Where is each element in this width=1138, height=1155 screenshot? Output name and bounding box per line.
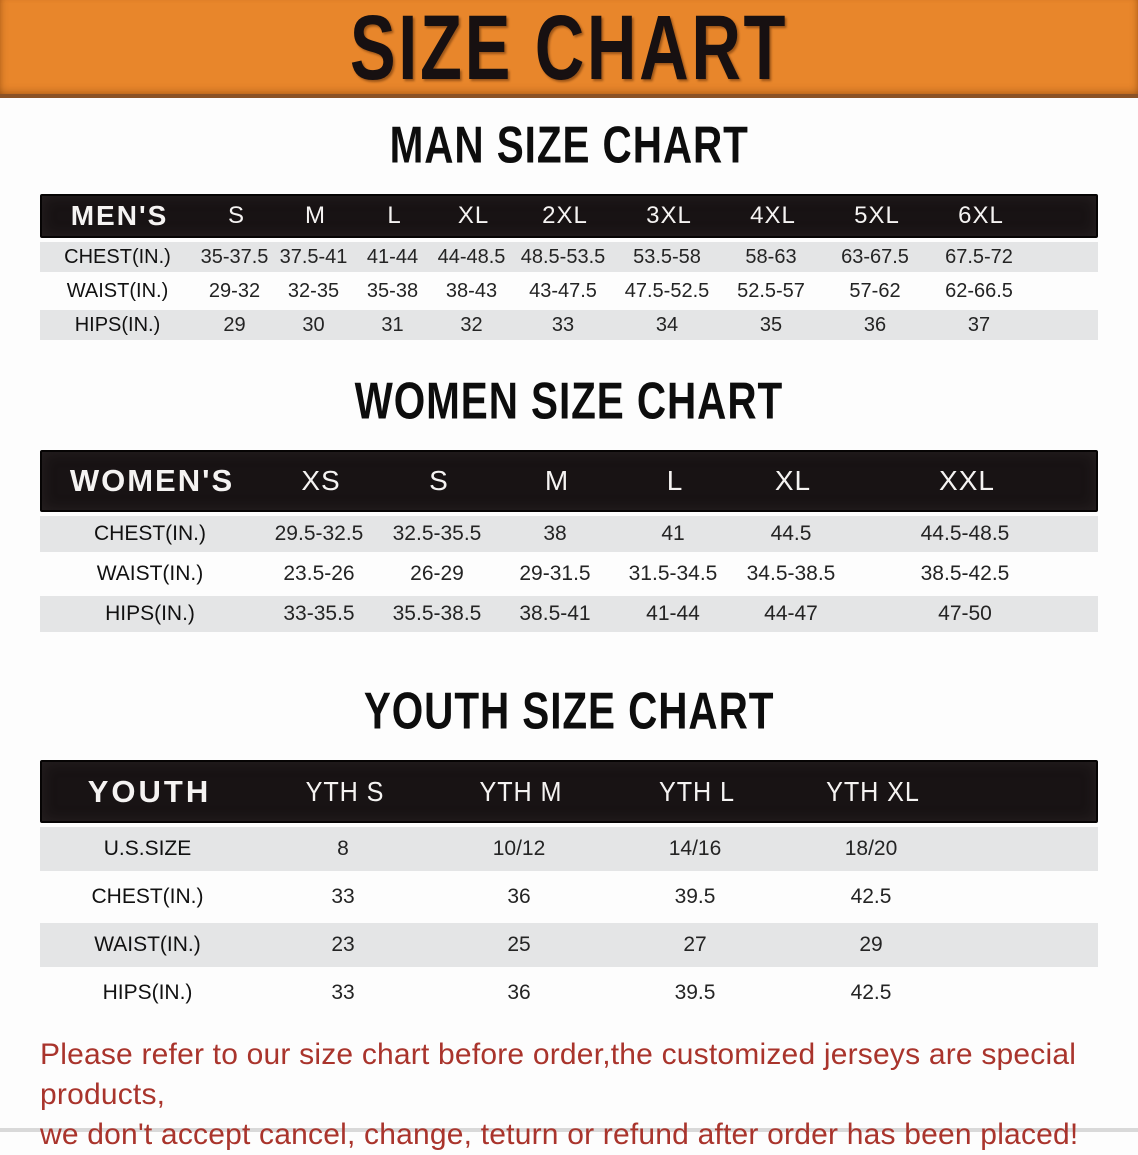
size-value: 29 xyxy=(859,933,883,956)
size-value: 41-44 xyxy=(366,245,419,268)
size-value: 48.5-53.5 xyxy=(520,245,606,268)
size-chart-section xyxy=(0,116,1138,340)
table-row xyxy=(40,556,1098,592)
size-value: 30 xyxy=(302,313,325,336)
size-value: 35-38 xyxy=(366,279,419,302)
size-value: 38 xyxy=(543,522,567,545)
column-header: L xyxy=(666,465,684,496)
section-heading-text: WOMEN SIZE CHART xyxy=(354,372,784,431)
size-value: 35-37.5 xyxy=(200,245,269,268)
size-value: 47-50 xyxy=(938,602,992,625)
table-row xyxy=(40,827,1098,871)
table-row xyxy=(40,310,1098,340)
size-value: 41 xyxy=(661,522,685,545)
size-value: 57-62 xyxy=(849,279,901,302)
column-header: XL xyxy=(457,202,490,229)
size-chart-sections xyxy=(0,116,1138,1015)
section-heading xyxy=(0,682,1138,741)
size-value: 8 xyxy=(337,837,349,860)
size-value: 42.5 xyxy=(850,885,892,908)
column-header: XXL xyxy=(939,465,995,496)
size-value: 32.5-35.5 xyxy=(392,522,482,545)
table-header-row xyxy=(40,194,1098,238)
size-value: 44.5-48.5 xyxy=(920,522,1010,545)
size-value: 18/20 xyxy=(844,837,898,860)
column-header: YTH S xyxy=(305,775,385,807)
column-header: S xyxy=(429,465,449,496)
column-header: 5XL xyxy=(854,202,900,229)
banner-title: SIZE CHART xyxy=(349,0,789,99)
column-header: YTH L xyxy=(659,775,735,807)
table-corner-label: YOUTH xyxy=(87,773,212,809)
row-label: CHEST(IN.) xyxy=(91,885,204,908)
size-value: 38.5-41 xyxy=(519,602,591,625)
size-table xyxy=(40,760,1098,1015)
table-corner-label: WOMEN'S xyxy=(69,463,235,498)
size-value: 42.5 xyxy=(850,981,892,1004)
size-chart-section xyxy=(0,372,1138,632)
size-value: 25 xyxy=(507,933,531,956)
column-header: M xyxy=(544,465,570,496)
size-value: 52.5-57 xyxy=(737,279,805,302)
table-header-row xyxy=(40,760,1098,823)
column-header: XL xyxy=(774,465,812,496)
size-value: 41-44 xyxy=(646,602,700,625)
size-value: 34 xyxy=(655,313,679,336)
size-value: 35.5-38.5 xyxy=(392,602,482,625)
size-value: 34.5-38.5 xyxy=(746,562,836,585)
size-value: 47.5-52.5 xyxy=(624,279,710,302)
disclaimer-line-2: we don't accept cancel, change, teturn or refund after order has been placed! xyxy=(40,1118,1079,1151)
size-value: 63-67.5 xyxy=(841,245,909,268)
column-header: 4XL xyxy=(750,202,796,229)
size-value: 62-66.5 xyxy=(945,279,1013,302)
size-value: 67.5-72 xyxy=(945,245,1013,268)
column-header: 3XL xyxy=(646,202,692,229)
table-corner-label: MEN'S xyxy=(70,200,169,231)
column-header: M xyxy=(305,202,326,229)
size-value: 44.5 xyxy=(770,522,812,545)
size-value: 29 xyxy=(223,313,246,336)
size-value: 23 xyxy=(331,933,355,956)
row-label: HIPS(IN.) xyxy=(105,602,195,625)
row-label: HIPS(IN.) xyxy=(74,313,161,336)
size-value: 29-31.5 xyxy=(519,562,591,585)
table-row xyxy=(40,596,1098,632)
size-value: 39.5 xyxy=(674,981,716,1004)
size-value: 32-35 xyxy=(287,279,340,302)
size-value: 27 xyxy=(683,933,707,956)
size-value: 31.5-34.5 xyxy=(628,562,718,585)
row-label: WAIST(IN.) xyxy=(96,562,204,585)
section-heading-text: YOUTH SIZE CHART xyxy=(363,682,775,741)
size-table xyxy=(40,194,1098,340)
disclaimer-line-1: Please refer to our size chart before order,the customized jerseys are special products, xyxy=(40,1038,1077,1111)
table-row xyxy=(40,242,1098,272)
size-value: 33-35.5 xyxy=(283,602,355,625)
table-row xyxy=(40,516,1098,552)
size-value: 33 xyxy=(331,981,355,1004)
size-value: 36 xyxy=(507,885,531,908)
size-value: 31 xyxy=(381,313,404,336)
table-row xyxy=(40,276,1098,306)
column-header: 2XL xyxy=(542,202,588,229)
row-label: WAIST(IN.) xyxy=(66,279,169,302)
size-value: 26-29 xyxy=(410,562,464,585)
row-label: U.S.SIZE xyxy=(103,837,192,860)
size-value: 32 xyxy=(460,313,483,336)
size-value: 33 xyxy=(551,313,575,336)
size-value: 35 xyxy=(759,313,783,336)
column-header: YTH M xyxy=(479,775,563,807)
size-value: 37 xyxy=(967,313,991,336)
size-value: 38-43 xyxy=(445,279,498,302)
row-label: HIPS(IN.) xyxy=(102,981,193,1004)
column-header: 6XL xyxy=(958,202,1004,229)
section-heading xyxy=(0,372,1138,431)
size-value: 53.5-58 xyxy=(633,245,701,268)
table-row xyxy=(40,971,1098,1015)
size-chart-section xyxy=(0,682,1138,1015)
table-row xyxy=(40,923,1098,967)
column-header: L xyxy=(387,202,402,229)
size-value: 29.5-32.5 xyxy=(274,522,364,545)
table-row xyxy=(40,875,1098,919)
size-value: 33 xyxy=(331,885,355,908)
size-value: 10/12 xyxy=(492,837,546,860)
size-value: 14/16 xyxy=(668,837,722,860)
disclaimer xyxy=(40,1035,1098,1155)
column-header: YTH XL xyxy=(826,775,920,807)
size-value: 43-47.5 xyxy=(529,279,597,302)
size-value: 44-47 xyxy=(764,602,818,625)
size-value: 36 xyxy=(507,981,531,1004)
size-value: 29-32 xyxy=(208,279,261,302)
column-header: XS xyxy=(301,465,341,496)
size-table xyxy=(40,450,1098,632)
size-value: 44-48.5 xyxy=(437,245,506,268)
size-value: 39.5 xyxy=(674,885,716,908)
column-header: S xyxy=(227,202,245,229)
section-heading-text: MAN SIZE CHART xyxy=(389,116,749,175)
table-header-row xyxy=(40,450,1098,512)
row-label: CHEST(IN.) xyxy=(64,245,171,268)
banner xyxy=(0,0,1138,98)
size-value: 58-63 xyxy=(745,245,797,268)
size-value: 23.5-26 xyxy=(283,562,355,585)
size-value: 37.5-41 xyxy=(279,245,348,268)
row-label: CHEST(IN.) xyxy=(94,522,206,545)
section-heading xyxy=(0,116,1138,175)
size-value: 38.5-42.5 xyxy=(920,562,1010,585)
size-value: 36 xyxy=(863,313,887,336)
row-label: WAIST(IN.) xyxy=(94,933,201,956)
